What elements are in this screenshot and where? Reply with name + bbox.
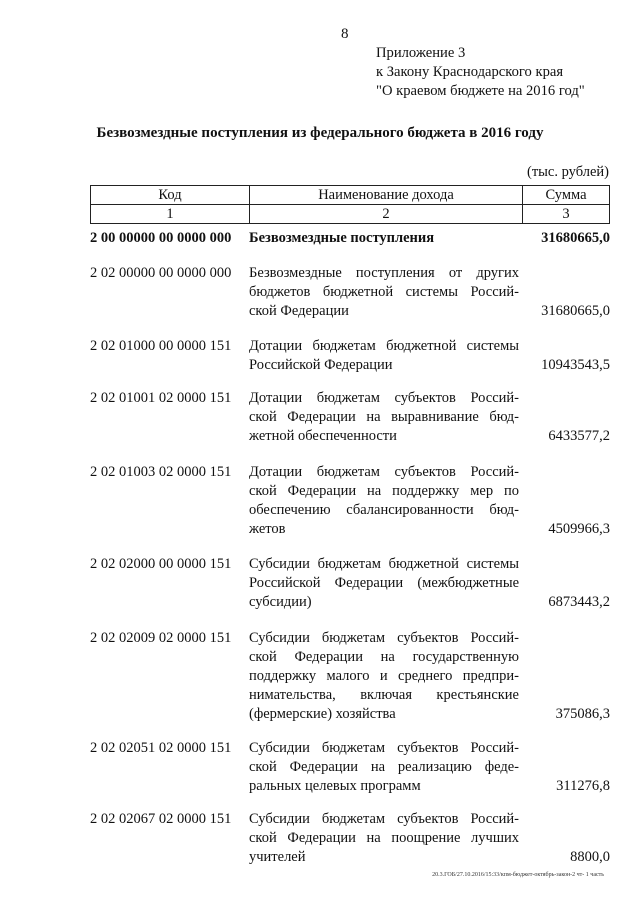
row-name-line: субсидии) [249, 594, 312, 610]
document-title: Безвозмездные поступления из федерального бюджета в 2016 году [96, 125, 544, 141]
row-name [249, 389, 519, 446]
appendix-line-3: "О краевом бюджете на 2016 год" [376, 83, 585, 99]
row-name-line: поддержку малого и среднего предпри- [249, 668, 519, 684]
row-name-line: (фермерские) хозяйства [249, 706, 396, 722]
row-name-line: ской Федерации на реализацию феде- [249, 759, 519, 775]
row-code: 2 02 01003 02 0000 151 [90, 464, 232, 480]
row-name-line: ской Федерации на выравнивание бюд- [249, 409, 519, 425]
row-sum: 8800,0 [570, 849, 610, 865]
row-code: 2 02 00000 00 0000 000 [90, 265, 232, 281]
appendix-line-2: к Закону Краснодарского края [376, 64, 564, 80]
column-number-2: 2 [250, 205, 523, 224]
row-code: 2 02 01001 02 0000 151 [90, 390, 232, 406]
row-code: 2 02 02009 02 0000 151 [90, 630, 232, 646]
row-name [249, 229, 519, 248]
row-name-line: Безвозмездные поступления от других [249, 265, 519, 281]
row-name-line: обеспечению сбалансированности бюд- [249, 502, 519, 518]
row-name-line: ской Федерации на государственную [249, 649, 519, 665]
row-name-line: Субсидии бюджетам бюджетной системы [249, 556, 519, 572]
page-number: 8 [341, 26, 349, 42]
row-sum: 4509966,3 [548, 521, 610, 537]
header-sum: Сумма [523, 186, 610, 205]
row-name [249, 264, 519, 321]
appendix-reference [376, 44, 585, 101]
row-name [249, 463, 519, 539]
row-name-line: жетов [249, 521, 286, 537]
footer-note: 20.3.ГОБ/27.10.2016/15:33/кпм-бюджет-октябрь-закон-2 чт- 1 часть [432, 872, 604, 878]
row-name-line: бюджетов бюджетной системы Россий- [249, 284, 519, 300]
row-name-line: нимательства, включая крестьянские [249, 687, 519, 703]
row-name-line: ской Федерации [249, 303, 349, 319]
row-name [249, 555, 519, 612]
row-name-line: ской Федерации на поощрение лучших [249, 830, 519, 846]
row-sum: 31680665,0 [541, 230, 610, 246]
row-name [249, 629, 519, 724]
row-name-line: Субсидии бюджетам субъектов Россий- [249, 630, 519, 646]
row-name-line: Дотации бюджетам субъектов Россий- [249, 464, 519, 480]
row-sum: 6873443,2 [548, 594, 610, 610]
row-name-line: учителей [249, 849, 306, 865]
appendix-line-1: Приложение 3 [376, 45, 466, 61]
row-name-line: Безвозмездные поступления [249, 230, 435, 246]
row-name [249, 739, 519, 796]
column-number-1: 1 [91, 205, 250, 224]
row-sum: 311276,8 [556, 778, 610, 794]
row-name [249, 337, 519, 375]
row-sum: 375086,3 [555, 706, 610, 722]
column-number-3: 3 [523, 205, 610, 224]
row-code: 2 02 02000 00 0000 151 [90, 556, 232, 572]
table-header [90, 185, 610, 224]
row-name-line: Субсидии бюджетам субъектов Россий- [249, 740, 519, 756]
units-label: (тыс. рублей) [527, 164, 609, 180]
row-code: 2 00 00000 00 0000 000 [90, 230, 232, 246]
row-code: 2 02 01000 00 0000 151 [90, 338, 232, 354]
row-sum: 10943543,5 [541, 357, 610, 373]
row-name-line: ральных целевых программ [249, 778, 421, 794]
row-name-line: ской Федерации на поддержку мер по [249, 483, 519, 499]
row-code: 2 02 02051 02 0000 151 [90, 740, 232, 756]
row-code: 2 02 02067 02 0000 151 [90, 811, 232, 827]
header-row [91, 186, 610, 205]
row-sum: 6433577,2 [548, 428, 610, 444]
row-name-line: Дотации бюджетам бюджетной системы [249, 338, 519, 354]
header-name: Наименование дохода [250, 186, 523, 205]
row-name [249, 810, 519, 867]
row-name-line: Субсидии бюджетам субъектов Россий- [249, 811, 519, 827]
header-code: Код [91, 186, 250, 205]
column-number-row [91, 205, 610, 224]
row-name-line: Российской Федерации (межбюджетные [249, 575, 519, 591]
row-name-line: Российской Федерации [249, 357, 393, 373]
row-sum: 31680665,0 [541, 303, 610, 319]
row-name-line: жетной обеспеченности [249, 428, 397, 444]
row-name-line: Дотации бюджетам субъектов Россий- [249, 390, 519, 406]
